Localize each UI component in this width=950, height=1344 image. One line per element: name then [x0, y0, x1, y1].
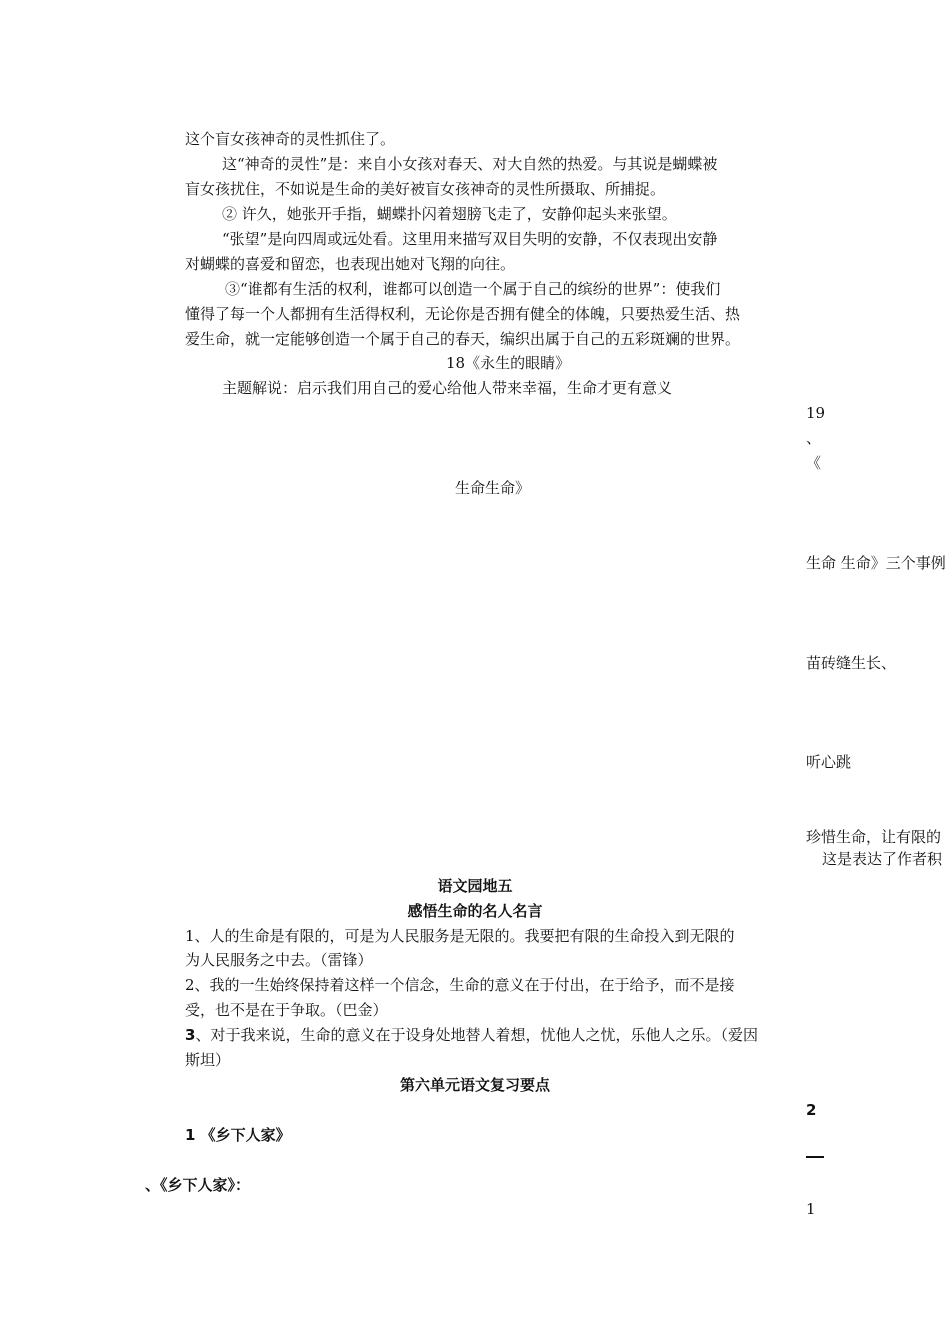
right-column-text: 听心跳: [806, 753, 852, 771]
paragraph-line: ③“谁都有生活的权利，谁都可以创造一个属于自己的缤纷的世界”：使我们: [225, 280, 721, 298]
right-column-text: 珍惜生命，让有限的: [806, 828, 942, 846]
paragraph-line: 对蝴蝶的喜爱和留恋，也表现出她对飞翔的向往。: [185, 255, 516, 273]
quote-line: 为人民服务之中去。（雷锋）: [185, 951, 373, 969]
paragraph-line: 盲女孩扰住，不如说是生命的美好被盲女孩神奇的灵性所摄取、所捕捉。: [185, 180, 666, 198]
dash-mark: [806, 1156, 824, 1158]
lesson-item: 、《乡下人家》：: [145, 1176, 251, 1194]
right-column-text: 这是表达了作者积: [822, 850, 943, 868]
quote-line: 1、人的生命是有限的，可是为人民服务是无限的。我要把有限的生命投入到无限的: [185, 927, 735, 945]
paragraph-line: 这个盲女孩神奇的灵性抓住了。: [185, 130, 396, 148]
section-title: 第六单元语文复习要点: [399, 1076, 550, 1094]
right-column-text: 苗砖缝生长、: [806, 654, 897, 672]
quote-line: 受，也不是在于争取。（巴金）: [185, 1001, 388, 1019]
right-column-text: 、: [806, 429, 822, 447]
right-column-text: 《: [806, 454, 822, 472]
lesson-item: 1 《乡下人家》: [185, 1126, 291, 1144]
right-column-number: 1: [806, 1200, 816, 1218]
quote-text: 、对于我来说，生命的意义在于设身处地替人着想，忧他人之忧，乐他人之乐。（爱因: [195, 1026, 758, 1044]
quote-line: 斯坦）: [185, 1051, 231, 1069]
paragraph-line: ② 许久，她张开手指，蝴蝶扑闪着翅膀飞走了，安静仰起头来张望。: [222, 205, 677, 223]
quote-line: 2、我的一生始终保持着这样一个信念，生命的意义在于付出，在于给予，而不是接: [185, 976, 735, 994]
lesson-heading: 生命生命》: [455, 479, 531, 497]
right-column-number: 19: [806, 404, 826, 422]
section-title: 语文园地五: [437, 877, 513, 895]
paragraph-line: 懂得了每一个人都拥有生活得权利，无论你是否拥有健全的体魄，只要热爱生活、热: [185, 305, 741, 323]
paragraph-line: “张望”是向四周或远处看。这里用来描写双目失明的安静，不仅表现出安静: [222, 230, 718, 248]
theme-line: 主题解说：启示我们用自己的爱心给他人带来幸福，生命才更有意义: [222, 379, 673, 397]
quote-line: [185, 1024, 758, 1046]
right-column-text: 生命 生命》三个事例: [806, 554, 946, 572]
paragraph-line: 爱生命，就一定能够创造一个属于自己的春天，编织出属于自己的五彩斑斓的世界。: [185, 330, 741, 348]
paragraph-line: 这“神奇的灵性”是：来自小女孩对春天、对大自然的热爱。与其说是蝴蝶被: [222, 155, 718, 173]
section-subtitle: 感悟生命的名人名言: [407, 902, 543, 920]
quote-number: 3: [185, 1026, 196, 1044]
right-column-number: 2: [806, 1101, 817, 1119]
lesson-heading: 18《永生的眼睛》: [446, 354, 571, 372]
